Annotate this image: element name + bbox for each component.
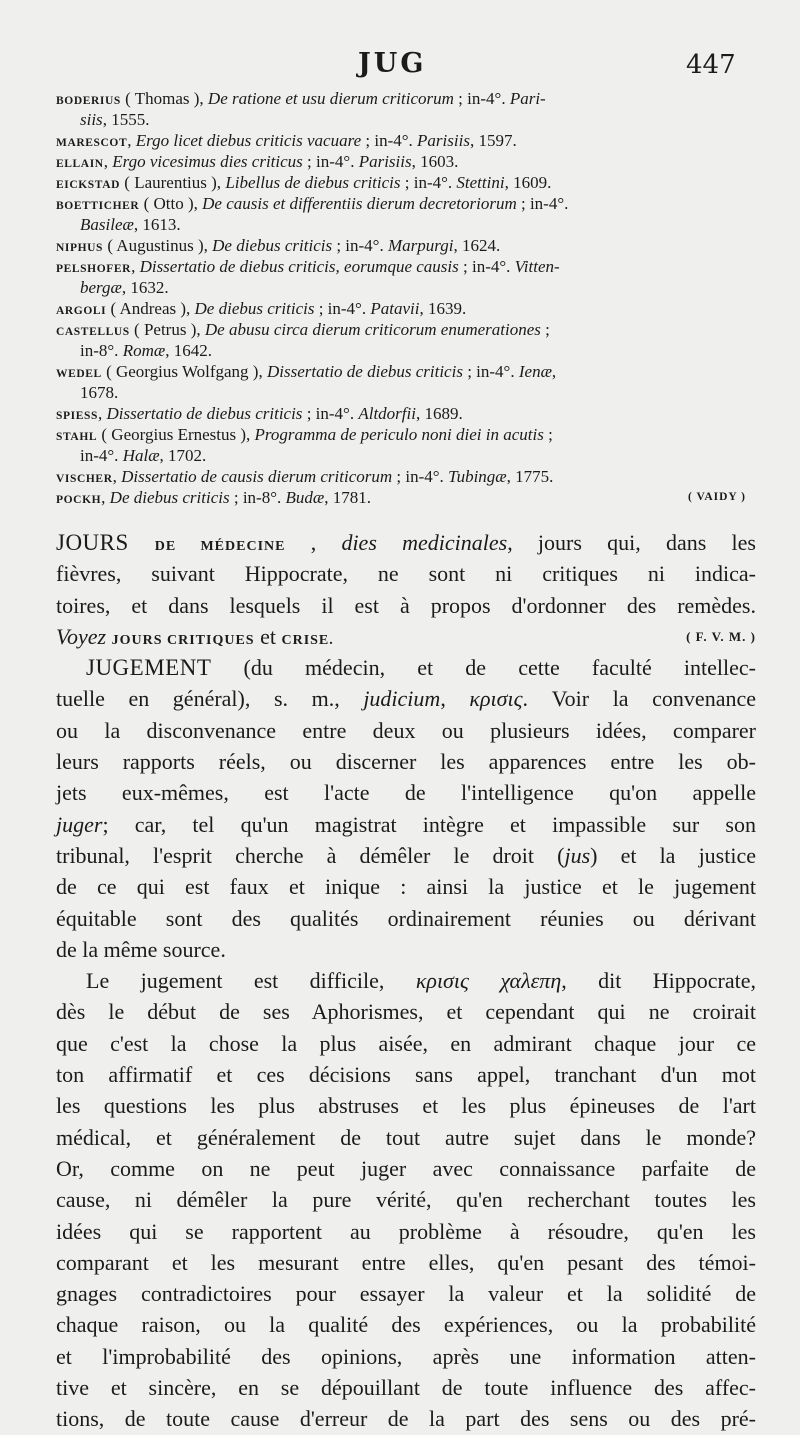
text-line xyxy=(56,1028,756,1059)
bibliography-entry xyxy=(56,361,746,382)
entry-title: Basileæ xyxy=(80,215,134,234)
bibliography-entry xyxy=(56,403,746,424)
entry-text: ( Thomas ), xyxy=(120,89,208,108)
text-span: tuelle en général), s. m., xyxy=(56,686,364,712)
entry-title: Dissertatio de diebus criticis xyxy=(266,362,463,381)
entry-title: bergæ xyxy=(80,278,122,297)
entry-text: , xyxy=(127,131,136,150)
entry-text: , xyxy=(131,257,140,276)
entry-title: Budæ xyxy=(285,488,325,507)
bibliography-entry xyxy=(56,235,746,256)
entry-text: ( Georgius Ernestus ), xyxy=(97,425,255,444)
entry-text: , 1775. xyxy=(506,467,554,486)
bibliography-entry xyxy=(56,193,746,214)
entry-text: , xyxy=(112,467,122,486)
italic-text: juger xyxy=(56,811,103,837)
entry-text: , 1702. xyxy=(159,446,207,465)
author-signature: ( F. V. M. ) xyxy=(686,628,756,644)
text-line xyxy=(56,1216,756,1247)
entry-text: , xyxy=(551,362,557,381)
italic-text: dies medicinales xyxy=(341,530,508,555)
entry-text: ( Laurentius ), xyxy=(120,173,226,192)
bibliography-entry xyxy=(56,340,746,361)
bibliography-entry xyxy=(56,256,746,277)
text-span: médical, et généralement de tout autre sujet dans le monde? xyxy=(56,1124,756,1150)
author-signature: ( VAIDY ) xyxy=(688,491,746,503)
text-span: jets eux-mêmes, est l'acte de l'intelligence qu'on appelle xyxy=(56,780,756,806)
entry-text: ; in-4°. xyxy=(400,173,457,192)
entry-title: Pari- xyxy=(509,89,546,108)
text-span: et xyxy=(254,623,282,649)
bibliography-entry xyxy=(56,298,746,319)
bibliography-entry xyxy=(56,88,746,109)
small-caps-text: CRISE. xyxy=(281,632,334,648)
entry-author: STAHL xyxy=(56,431,98,443)
text-span: de ce qui est faux et inique : ainsi la justice et le jugement xyxy=(56,874,756,900)
text-line xyxy=(56,1184,756,1215)
text-span: de la même source. xyxy=(56,936,226,962)
bibliography-entry xyxy=(56,277,746,298)
bibliography-entry xyxy=(56,382,746,403)
text-span: , dit Hippocrate, xyxy=(561,968,756,994)
entry-text: ( Augustinus ), xyxy=(103,236,213,255)
text-line xyxy=(56,965,756,996)
entry-text: ; in-4°. xyxy=(302,404,359,423)
text-span: équitable sont des qualités ordinairement réunies ou dérivant xyxy=(56,905,756,931)
entry-title: siis xyxy=(80,110,103,129)
entry-text: , 1689. xyxy=(415,404,463,423)
entry-author: BOETTICHER xyxy=(56,200,140,212)
italic-text: κρισις χαλεπη xyxy=(415,968,562,994)
article-body xyxy=(56,527,756,1435)
entry-text: , 1781. xyxy=(324,488,371,507)
entry-text: ; in-4°. xyxy=(361,131,418,150)
text-span: toires, et dans lesquels il est à propos d'ordonner des remèdes. xyxy=(56,592,756,618)
text-span: (du médecin, et de cette faculté intellec- xyxy=(211,655,756,681)
bibliography-entry xyxy=(56,130,746,151)
italic-text: κρισις xyxy=(469,686,523,712)
entry-title: Parisiis xyxy=(358,152,412,171)
entry-author: SPIESS xyxy=(56,410,98,422)
bibliography-list xyxy=(56,88,746,508)
bibliography-entry xyxy=(56,445,746,466)
text-span: , xyxy=(440,686,470,712)
page-number: 447 xyxy=(686,50,736,80)
text-span: , jours qui, dans les xyxy=(507,530,756,555)
text-span: fièvres, suivant Hippocrate, ne sont ni critiques ni indica- xyxy=(56,561,756,587)
entry-text: ; in-4°. xyxy=(458,257,515,276)
entry-title: Altdorfii xyxy=(358,404,416,423)
text-span: ; car, tel qu'un magistrat intègre et impassible sur son xyxy=(102,811,756,837)
text-line xyxy=(56,871,756,902)
italic-text: judicium xyxy=(363,686,441,712)
italic-text: Voyez xyxy=(56,623,112,649)
text-span: tive et sincère, en se dépouillant de toute influence des affec- xyxy=(56,1375,756,1401)
entry-author: WEDEL xyxy=(56,368,102,380)
entry-text: , 1555. xyxy=(102,110,150,129)
entry-title: Dissertatio de diebus criticis xyxy=(106,404,303,423)
entry-text: ( Petrus ), xyxy=(129,320,205,339)
text-line xyxy=(56,1309,756,1340)
text-line xyxy=(56,840,756,871)
entry-text: , 1609. xyxy=(504,173,552,192)
text-span: ton affirmatif et ces décisions sans appel, tranchant d'un mot xyxy=(56,1062,756,1088)
text-line xyxy=(56,558,756,589)
entry-title: Programma de periculo noni diei in acutis xyxy=(254,425,544,444)
entry-title: Halæ xyxy=(122,446,160,465)
entry-text: , 1603. xyxy=(411,152,459,171)
entry-title: De diebus criticis xyxy=(109,488,230,507)
bibliography-entry xyxy=(56,319,746,340)
entry-title: Patavii xyxy=(370,299,420,318)
bibliography-entry xyxy=(56,151,746,172)
text-line xyxy=(56,715,756,746)
text-span: gnages contradictoires pour essayer la valeur et la solidité de xyxy=(56,1281,756,1307)
text-line xyxy=(56,746,756,777)
text-line xyxy=(56,1341,756,1372)
entry-title: Parisiis xyxy=(417,131,470,150)
text-span: Or, comme on ne peut juger avec connaissance parfaite de xyxy=(56,1155,756,1181)
page-header xyxy=(0,48,800,88)
text-line xyxy=(56,1247,756,1278)
text-line xyxy=(56,777,756,808)
small-caps-text: DE MÉDECINE xyxy=(154,539,286,554)
entry-title: Vitten- xyxy=(514,257,560,276)
entry-text: ; in-4°. xyxy=(453,89,510,108)
text-line xyxy=(56,683,756,714)
text-span: cause, ni démêler la pure vérité, qu'en recherchant toutes les xyxy=(56,1187,756,1213)
entry-text: , xyxy=(103,152,113,171)
bibliography-entry xyxy=(56,214,746,235)
entry-text: in-8°. xyxy=(80,341,123,360)
entry-title: De abusu circa dierum criticorum enumerationes xyxy=(204,320,541,339)
entry-title: Ienæ xyxy=(518,362,552,381)
entry-author: MARESCOT xyxy=(56,137,128,149)
entry-text: ; in-4°. xyxy=(302,152,359,171)
text-span: comparant et les mesurant entre elles, qu'en pesant des témoi- xyxy=(56,1249,756,1275)
entry-title: Dissertatio de causis dierum criticorum xyxy=(121,467,393,486)
entry-text: ( Otto ), xyxy=(139,194,203,213)
text-line xyxy=(56,1059,756,1090)
text-span: tribunal, l'esprit cherche à démêler le droit ( xyxy=(56,842,565,868)
entry-author: NIPHUS xyxy=(56,242,104,254)
text-line xyxy=(56,527,756,558)
entry-title: De diebus criticis xyxy=(194,299,315,318)
entry-author: ELLAIN xyxy=(56,158,104,170)
bibliography-entry xyxy=(56,487,746,508)
entry-author: EICKSTAD xyxy=(56,179,121,191)
text-span: tions, de toute cause d'erreur de la part des sens ou des pré- xyxy=(56,1406,756,1432)
entry-text: ; in-4°. xyxy=(516,194,569,213)
entry-text: ( Georgius Wolfgang ), xyxy=(101,362,267,381)
text-span: dès le début de ses Aphorismes, et cependant qui ne croirait xyxy=(56,999,756,1025)
entry-text: , 1639. xyxy=(419,299,467,318)
entry-title: De diebus criticis xyxy=(212,236,333,255)
entry-author: ARGOLI xyxy=(56,305,107,317)
entry-text: ; in-4°. xyxy=(314,299,371,318)
entry-text: ; in-4°. xyxy=(462,362,519,381)
entry-text: , 1597. xyxy=(469,131,517,150)
entry-title: Ergo licet diebus criticis vacuare xyxy=(135,131,362,150)
entry-author: POCKH xyxy=(56,494,102,506)
italic-text: jus xyxy=(564,842,591,868)
entry-title: Dissertatio de diebus criticis, eorumque causis xyxy=(139,257,459,276)
text-line xyxy=(56,996,756,1027)
entry-title: Libellus de diebus criticis xyxy=(225,173,401,192)
entry-text: , 1613. xyxy=(133,215,181,234)
text-line xyxy=(56,1090,756,1121)
text-span: chaque raison, ou la qualité des expériences, ou la probabilité xyxy=(56,1312,756,1338)
entry-text: 1678. xyxy=(80,383,119,402)
bibliography-entry xyxy=(56,424,746,445)
text-line xyxy=(56,903,756,934)
entry-text: in-4°. xyxy=(80,446,123,465)
entry-text: ; in-4°. xyxy=(332,236,388,255)
entry-text: , 1642. xyxy=(165,341,212,360)
entry-title: Romæ xyxy=(122,341,166,360)
text-line xyxy=(56,1372,756,1403)
text-line xyxy=(56,590,756,621)
entry-author: PELSHOFER xyxy=(56,263,132,275)
entry-text: , 1624. xyxy=(453,236,501,255)
text-span: ) et la justice xyxy=(590,842,756,868)
text-line xyxy=(56,934,756,965)
bibliography-entry xyxy=(56,172,746,193)
text-line xyxy=(56,621,756,652)
entry-title: Tubingæ xyxy=(448,467,507,486)
bibliography-entry xyxy=(56,466,746,487)
text-span: que c'est la chose la plus aisée, en admirant chaque jour ce xyxy=(56,1030,756,1056)
text-span: Le jugement est difficile, xyxy=(86,968,416,994)
entry-author: CASTELLUS xyxy=(56,326,130,338)
entry-title: Ergo vicesimus dies criticus xyxy=(112,152,303,171)
text-line xyxy=(56,652,756,683)
entry-text: ; xyxy=(543,425,553,444)
entry-headword: JOURS xyxy=(56,530,155,555)
entry-title: De ratione et usu dierum criticorum xyxy=(207,89,454,108)
text-span: , xyxy=(285,530,342,555)
entry-title: De causis et differentiis dierum decretoriorum xyxy=(202,194,517,213)
running-head: JUG xyxy=(358,48,427,79)
entry-text: ; in-8°. xyxy=(229,488,286,507)
entry-headword: JUGEMENT xyxy=(86,655,212,681)
text-line xyxy=(56,1278,756,1309)
text-span: les questions les plus abstruses et les plus épineuses de l'art xyxy=(56,1093,756,1119)
text-line xyxy=(56,1403,756,1434)
text-line xyxy=(56,809,756,840)
small-caps-text: JOURS CRITIQUES xyxy=(111,632,255,648)
text-line xyxy=(56,1153,756,1184)
text-span: et l'improbabilité des opinions, après une information atten- xyxy=(56,1343,756,1369)
text-span: ou la disconvenance entre deux ou plusieurs idées, comparer xyxy=(56,717,756,743)
entry-title: Marpurgi xyxy=(387,236,454,255)
entry-text: ( Andreas ), xyxy=(106,299,195,318)
entry-title: Stettini xyxy=(456,173,505,192)
text-line xyxy=(56,1122,756,1153)
text-span: idées qui se rapportent au problème à résoudre, qu'en les xyxy=(56,1218,756,1244)
entry-text: , xyxy=(97,404,107,423)
text-span: leurs rapports réels, ou discerner les apparences entre les ob- xyxy=(56,749,756,775)
text-span: . Voir la convenance xyxy=(522,686,756,712)
bibliography-entry xyxy=(56,109,746,130)
entry-author: VISCHER xyxy=(56,473,113,485)
entry-text: ; xyxy=(540,320,550,339)
entry-author: BODERIUS xyxy=(56,95,121,107)
entry-text: , xyxy=(101,488,110,507)
entry-text: , 1632. xyxy=(121,278,169,297)
entry-text: ; in-4°. xyxy=(392,467,449,486)
